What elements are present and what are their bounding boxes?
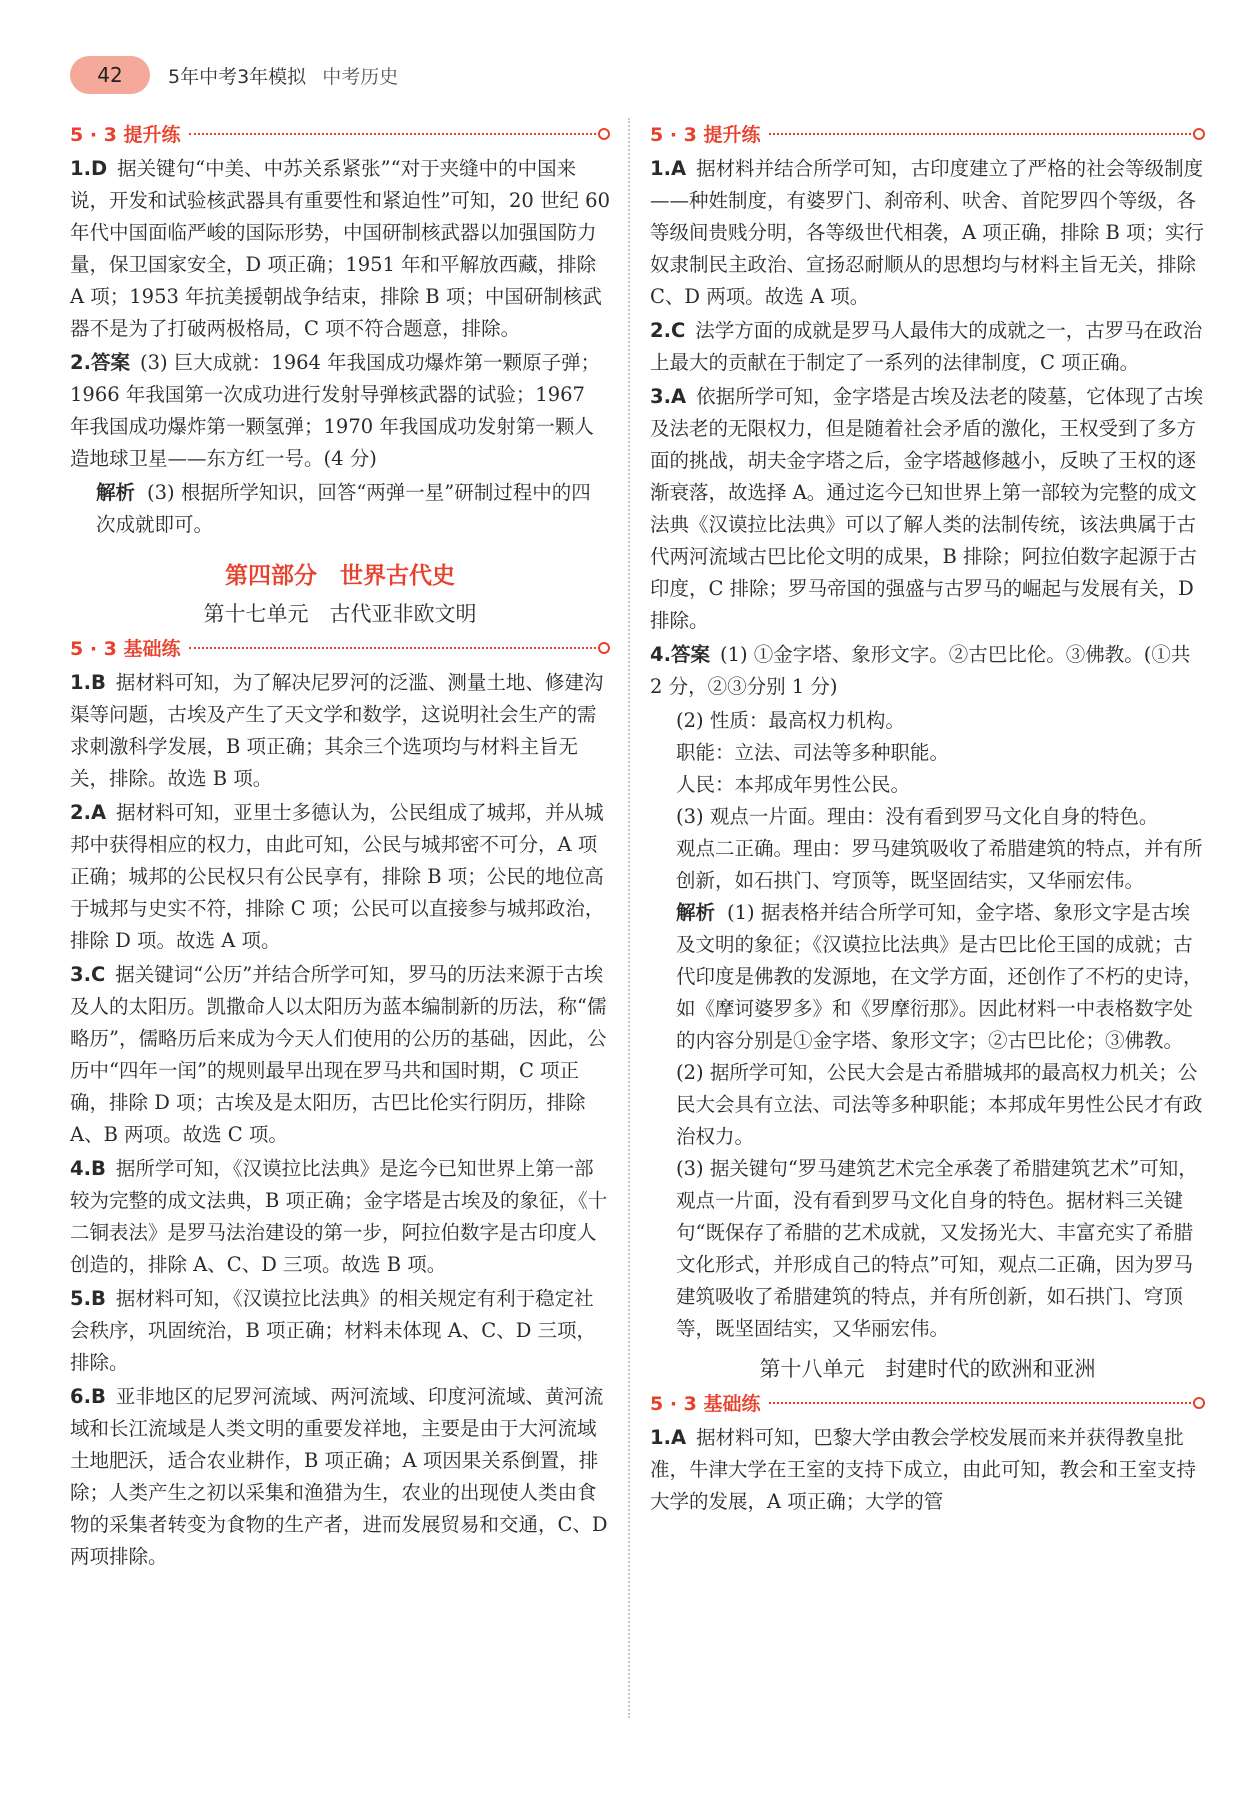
answer-text: 据材料可知，为了解决尼罗河的泛滥、测量土地、修建沟渠等问题，古埃及产生了天文学和数学，这说明社会生产的需求刺激科学发展，B 项正确；其余三个选项均与材料主旨无关，排除。故选 B 项。	[70, 671, 604, 790]
section-title: 5 · 3 基础练	[70, 638, 181, 660]
section-rule	[769, 1402, 1191, 1404]
answer-item	[650, 639, 1205, 703]
section-title: 5 · 3 基础练	[650, 1393, 761, 1415]
section-header	[70, 120, 610, 147]
answer-number: 1.B	[70, 671, 106, 694]
answer-number: 1.A	[650, 1426, 687, 1449]
right-column	[650, 118, 1205, 1520]
analysis-text: (3) 根据所学知识，回答“两弹一星”研制过程中的四次成就即可。	[96, 481, 591, 536]
answer-item	[650, 1422, 1205, 1518]
unit-title: 第十七单元 古代亚非欧文明	[203, 602, 477, 626]
circle-icon	[1193, 128, 1205, 140]
analysis-label: 解析	[676, 901, 716, 924]
answer-number: 4.B	[70, 1157, 106, 1180]
answer-text: (1) ①金字塔、象形文字。②古巴比伦。③佛教。(①共 2 分，②③分别 1 分)	[650, 643, 1191, 698]
answer-item	[70, 667, 610, 795]
analysis-para: (3) 据关键句“罗马建筑艺术完全承袭了希腊建筑艺术”可知，观点一片面，没有看到罗马文化自身的特色。据材料三关键句“既保存了希腊的艺术成就，又发扬光大、丰富充实了希腊文化形式，并形成自己的特点”可知，观点二正确，因为罗马建筑吸收了希腊建筑的特点，并有所创新，如石拱门、穹顶等，既坚固结实，又华丽宏伟。	[676, 1157, 1198, 1340]
answer-item	[650, 381, 1205, 637]
answer-number: 2.C	[650, 319, 686, 342]
answer-text: 据关键句“中美、中苏关系紧张”“对于夹缝中的中国来说，开发和试验核武器具有重要性和紧迫性”可知，20 世纪 60 年代中国面临严峻的国际形势，中国研制核武器以加强国防力量，保卫国家安全，D 项正确；1951 年和平解放西藏，排除 A 项；1953 年抗美援朝战争结束，排除 B 项；中国研制核武器不是为了打破两极格局，C 项不符合题意，排除。	[70, 157, 610, 340]
section-title: 5 · 3 提升练	[70, 124, 181, 146]
analysis-note	[70, 477, 610, 541]
section-rule	[189, 133, 596, 135]
analysis-note	[650, 897, 1205, 1057]
answer-line: 人民：本邦成年男性公民。	[676, 773, 911, 796]
section-rule	[769, 133, 1191, 135]
answer-number: 6.B	[70, 1385, 106, 1408]
unit-title: 第十八单元 封建时代的欧洲和亚洲	[759, 1357, 1096, 1381]
answer-item	[70, 797, 610, 957]
answer-number: 4.答案	[650, 643, 710, 666]
answer-line: 观点二正确。理由：罗马建筑吸收了希腊建筑的特点，并有所创新，如石拱门、穹顶等，既坚固结实，又华丽宏伟。	[676, 837, 1203, 892]
answer-text: 据材料可知，巴黎大学由教会学校发展而来并获得教皇批准，牛津大学在王室的支持下成立，由此可知，教会和王室支持大学的发展，A 项正确；大学的管	[650, 1426, 1197, 1513]
section-rule	[189, 647, 596, 649]
answer-text: 依据所学可知，金字塔是古埃及法老的陵墓，它体现了古埃及法老的无限权力，但是随着社会矛盾的激化，王权受到了多方面的挑战，胡夫金字塔之后，金字塔越修越小，反映了王权的逐渐衰落，故选择 A。通过迄今已知世界上第一部较为完整的成文法典《汉谟拉比法典》可以了解人类的法制传统，该法典属于古代两河流域古巴比伦文明的成果，B 排除；阿拉伯数字起源于古印度，C 排除；罗马帝国的强盛与古罗马的崛起与发展有关，D 排除。	[650, 385, 1204, 632]
answer-number: 2.A	[70, 801, 107, 824]
answer-text: 据材料并结合所学可知，古印度建立了严格的社会等级制度——种姓制度，有婆罗门、刹帝利、吠舍、首陀罗四个等级，各等级间贵贱分明，各等级世代相袭，A 项正确，排除 B 项；实行奴隶制民主政治、宣扬忍耐顺从的思想均与材料主旨无关，排除 C、D 两项。故选 A 项。	[650, 157, 1205, 308]
column-divider	[628, 118, 630, 1718]
answer-item	[650, 153, 1205, 313]
answer-item	[70, 1381, 610, 1573]
answer-item	[70, 1153, 610, 1281]
circle-icon	[598, 642, 610, 654]
section-header	[70, 634, 610, 661]
analysis-text: (1) 据表格并结合所学可知，金字塔、象形文字是古埃及文明的象征；《汉谟拉比法典》是古巴比伦王国的成就；古代印度是佛教的发源地，在文学方面，还创作了不朽的史诗，如《摩诃婆罗多》和《罗摩衍那》。因此材料一中表格数字处的内容分别是①金字塔、象形文字；②古巴比伦；③佛教。	[676, 901, 1203, 1052]
circle-icon	[1193, 1397, 1205, 1409]
page-header	[70, 55, 398, 95]
answer-line: (3) 观点一片面。理由：没有看到罗马文化自身的特色。	[676, 805, 1159, 828]
answer-item	[70, 153, 610, 345]
answer-number: 3.A	[650, 385, 687, 408]
answer-line: 职能：立法、司法等多种职能。	[676, 741, 950, 764]
answer-number: 1.D	[70, 157, 108, 180]
answer-item	[650, 315, 1205, 379]
left-column	[70, 118, 610, 1575]
section-header	[650, 120, 1205, 147]
answer-text: 据所学可知，《汉谟拉比法典》是迄今已知世界上第一部较为完整的成文法典，B 项正确；金字塔是古埃及的象征，《十二铜表法》是罗马法治建设的第一步，阿拉伯数字是古印度人创造的，排除 A、C、D 三项。故选 B 项。	[70, 1157, 608, 1276]
answer-text: 据材料可知，亚里士多德认为，公民组成了城邦，并从城邦中获得相应的权力，由此可知，公民与城邦密不可分，A 项正确；城邦的公民权只有公民享有，排除 B 项；公民的地位高于城邦与史实不符，排除 C 项；公民可以直接参与城邦政治，排除 D 项。故选 A 项。	[70, 801, 605, 952]
answer-number: 2.答案	[70, 351, 130, 374]
section-title: 5 · 3 提升练	[650, 124, 761, 146]
answer-line: (2) 性质：最高权力机构。	[676, 709, 905, 732]
answer-item	[70, 347, 610, 475]
section-header	[650, 1389, 1205, 1416]
answer-text: 据关键词“公历”并结合所学可知，罗马的历法来源于古埃及人的太阳历。凯撒命人以太阳历为蓝本编制新的历法，称“儒略历”，儒略历后来成为今天人们使用的公历的基础，因此，公历中“四年一闰”的规则最早出现在罗马共和国时期，C 项正确，排除 D 项；古埃及是太阳历，古巴比伦实行阴历，排除 A、B 两项。故选 C 项。	[70, 963, 607, 1146]
answer-number: 1.A	[650, 157, 687, 180]
page-number: 42	[70, 56, 150, 94]
book-title: 5年中考3年模拟	[168, 65, 307, 88]
answer-text: (3) 巨大成就：1964 年我国成功爆炸第一颗原子弹；1966 年我国第一次成功进行发射导弹核武器的试验；1967 年我国成功爆炸第一颗氢弹；1970 年我国成功发射第一颗人造地球卫星——东方红一号。(4 分)	[70, 351, 601, 470]
circle-icon	[598, 128, 610, 140]
answer-text: 法学方面的成就是罗马人最伟大的成就之一，古罗马在政治上最大的贡献在于制定了一系列的法律制度，C 项正确。	[650, 319, 1203, 374]
answer-text: 据材料可知，《汉谟拉比法典》的相关规定有利于稳定社会秩序，巩固统治，B 项正确；材料未体现 A、C、D 三项，排除。	[70, 1287, 597, 1374]
part-title: 第四部分 世界古代史	[225, 563, 455, 589]
answer-number: 5.B	[70, 1287, 106, 1310]
answer-number: 3.C	[70, 963, 106, 986]
subject-label: 中考历史	[322, 65, 399, 88]
analysis-label: 解析	[96, 481, 136, 504]
answer-item	[70, 1283, 610, 1379]
answer-item	[70, 959, 610, 1151]
answer-text: 亚非地区的尼罗河流域、两河流域、印度河流域、黄河流域和长江流域是人类文明的重要发祥地，主要是由于大河流域土地肥沃，适合农业耕作，B 项正确；A 项因果关系倒置，排除；人类产生之初以采集和渔猎为生，农业的出现使人类由食物的采集者转变为食物的生产者，进而发展贸易和交通，C、D 两项排除。	[70, 1385, 608, 1568]
analysis-para: (2) 据所学可知，公民大会是古希腊城邦的最高权力机关；公民大会具有立法、司法等多种职能；本邦成年男性公民才有政治权力。	[676, 1061, 1203, 1148]
